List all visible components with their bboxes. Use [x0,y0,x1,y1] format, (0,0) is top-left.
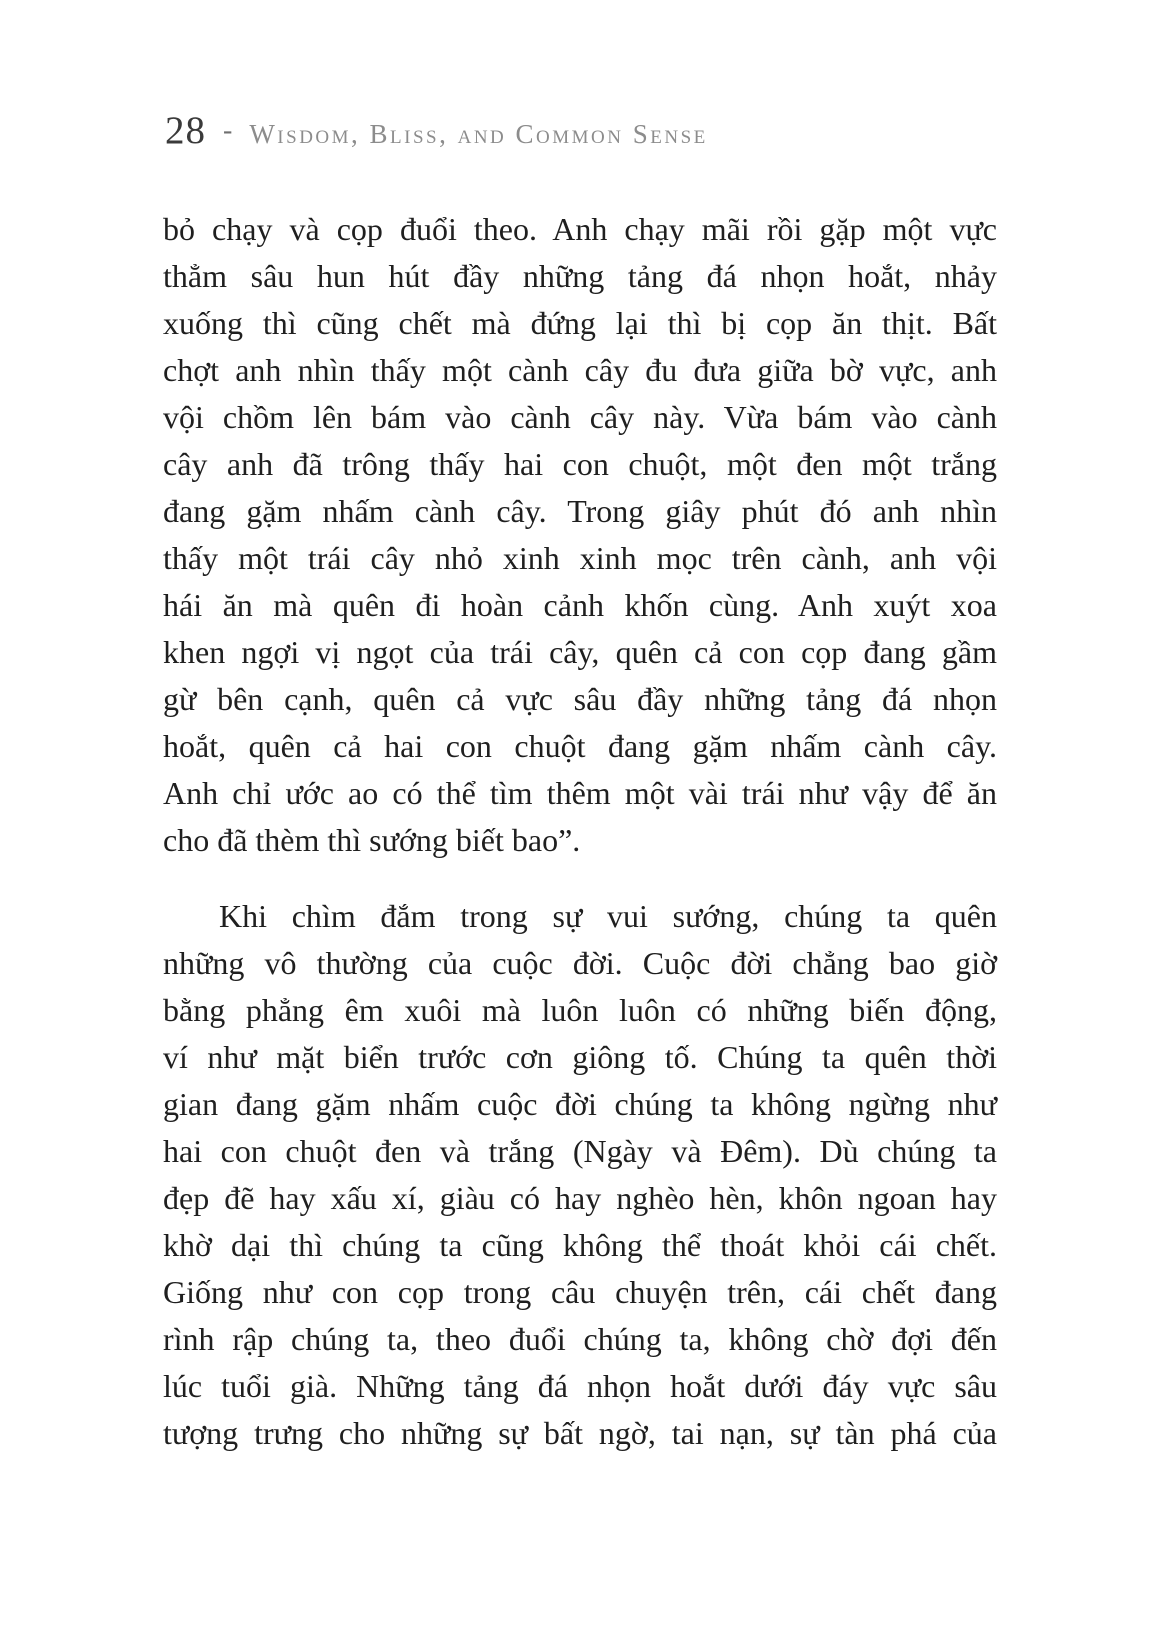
text-line: chợt anh nhìn thấy một cành cây đu đưa giữa bờ vực, anh [163,352,997,388]
paragraph-2 [163,893,997,1457]
text-line: thấy một trái cây nhỏ xinh xinh mọc trên cành, anh vội [163,540,997,576]
text-line: đẹp đẽ hay xấu xí, giàu có hay nghèo hèn, khôn ngoan hay [163,1180,997,1216]
paragraph-1 [163,206,997,864]
running-header [165,108,708,153]
book-title: Wisdom, Bliss, and Common Sense [249,119,708,149]
text-line: rình rập chúng ta, theo đuổi chúng ta, không chờ đợi đến [163,1321,997,1357]
text-line: hoắt, quên cả hai con chuột đang gặm nhấm cành cây. [163,728,997,764]
text-line: cây anh đã trông thấy hai con chuột, một đen một trắng [163,446,997,482]
text-line: lúc tuổi già. Những tảng đá nhọn hoắt dưới đáy vực sâu [163,1368,997,1404]
text-line: khờ dại thì chúng ta cũng không thể thoát khỏi cái chết. [163,1227,997,1263]
text-line: Khi chìm đắm trong sự vui sướng, chúng ta quên [219,898,997,934]
text-line: ví như mặt biển trước cơn giông tố. Chúng ta quên thời [163,1039,997,1075]
text-line: tượng trưng cho những sự bất ngờ, tai nạn, sự tàn phá của [163,1415,997,1451]
text-line: hai con chuột đen và trắng (Ngày và Đêm). Dù chúng ta [163,1133,997,1169]
text-line: thẳm sâu hun hút đầy những tảng đá nhọn hoắt, nhảy [163,258,997,294]
page-body [163,206,997,1457]
text-line: gừ bên cạnh, quên cả vực sâu đầy những tảng đá nhọn [163,681,997,717]
text-line: hái ăn mà quên đi hoàn cảnh khốn cùng. Anh xuýt xoa [163,587,997,623]
text-line: đang gặm nhấm cành cây. Trong giây phút đó anh nhìn [163,493,997,529]
text-line: cho đã thèm thì sướng biết bao”. [163,822,581,858]
header-separator: - [223,115,233,146]
text-line: Giống như con cọp trong câu chuyện trên, cái chết đang [163,1274,997,1310]
text-line: những vô thường của cuộc đời. Cuộc đời chẳng bao giờ [163,945,997,981]
text-line: bỏ chạy và cọp đuổi theo. Anh chạy mãi rồi gặp một vực [163,211,997,247]
text-line: bằng phẳng êm xuôi mà luôn luôn có những biến động, [163,992,997,1028]
text-line: Anh chỉ ước ao có thể tìm thêm một vài trái như vậy để ăn [163,775,997,811]
text-line: vội chồm lên bám vào cành cây này. Vừa bám vào cành [163,399,997,435]
text-line: khen ngợi vị ngọt của trái cây, quên cả con cọp đang gầm [163,634,997,670]
page-number: 28 [165,109,206,152]
text-line: xuống thì cũng chết mà đứng lại thì bị cọp ăn thịt. Bất [163,305,997,341]
text-line: gian đang gặm nhấm cuộc đời chúng ta không ngừng như [163,1086,997,1122]
